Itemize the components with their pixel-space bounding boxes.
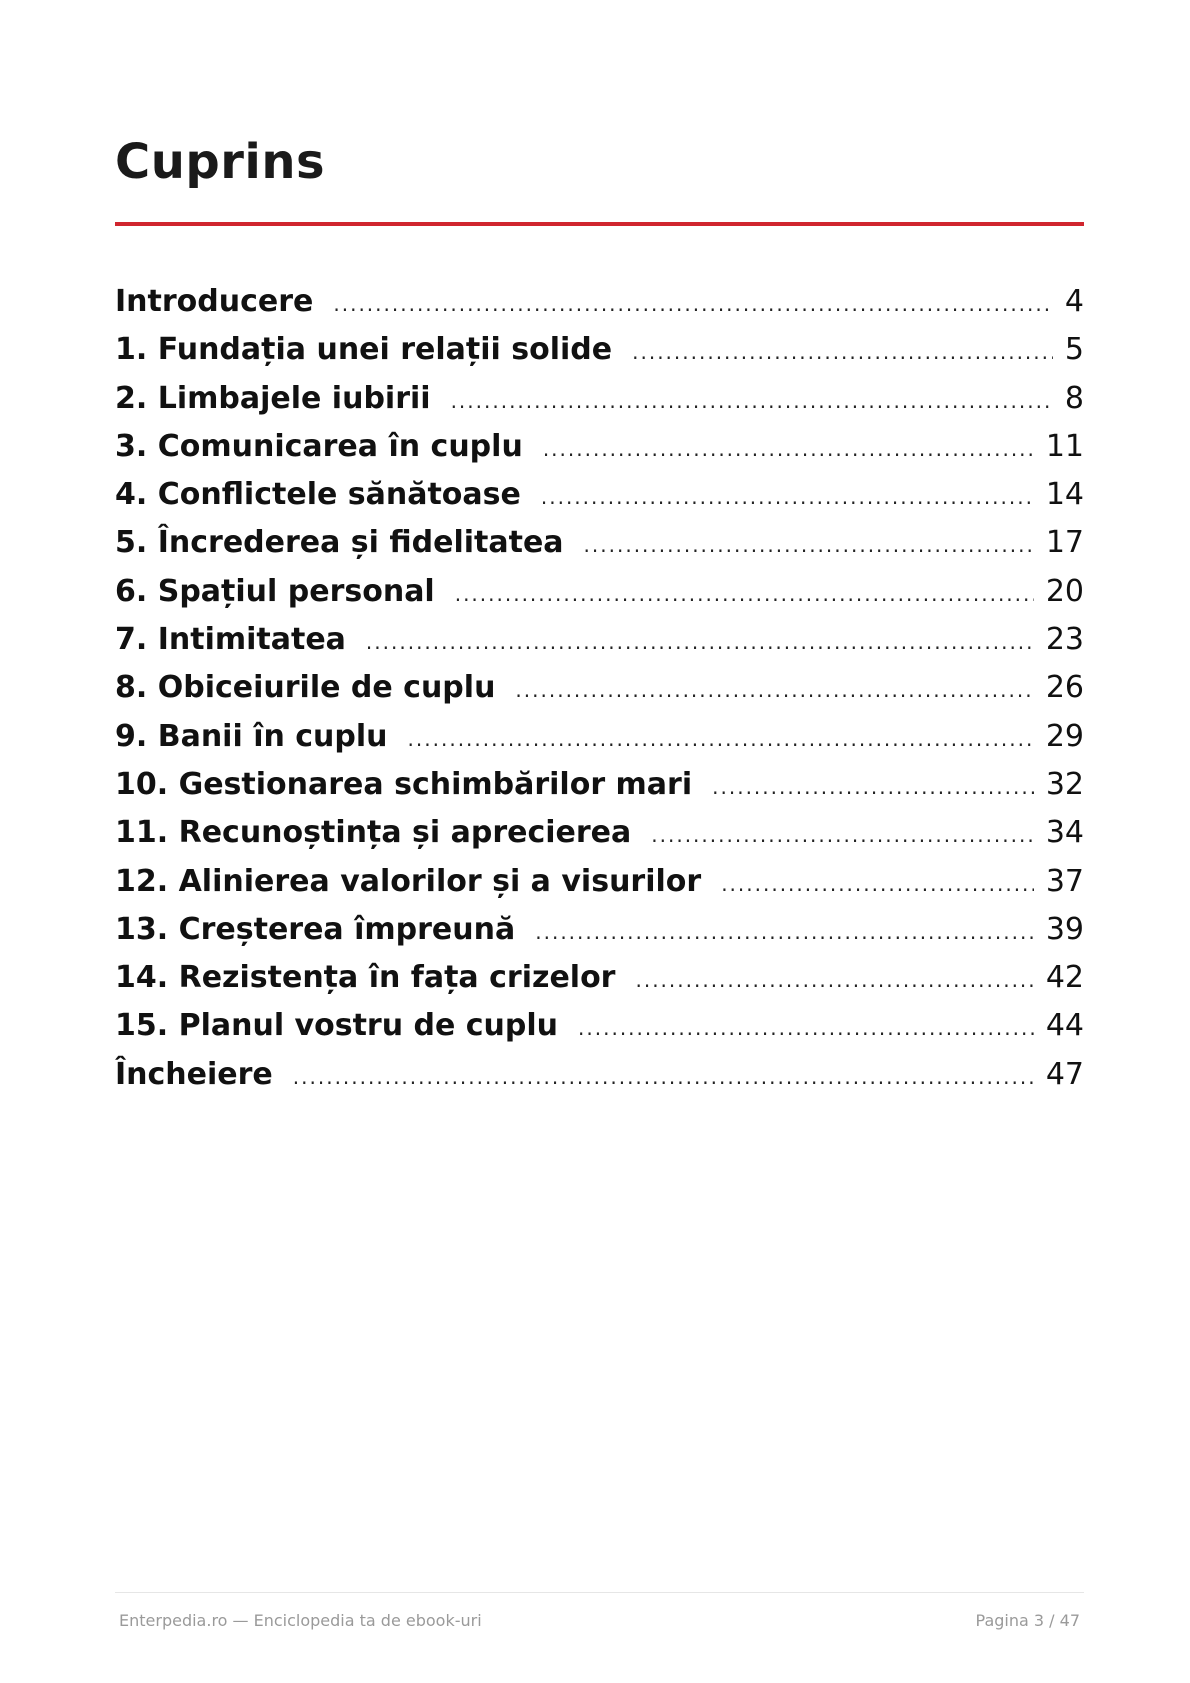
toc-entry-title: 10. Gestionarea schimbărilor mari: [115, 766, 693, 802]
toc-entry-introducere[interactable]: [115, 278, 1084, 326]
toc-entry-page: 47: [1045, 1056, 1084, 1092]
toc-entry-chapter-10[interactable]: [115, 761, 1084, 809]
toc-entry-title: 12. Alinierea valorilor și a visurilor: [115, 863, 702, 899]
toc-dot-leader: [293, 1053, 1034, 1101]
toc-entry-chapter-2[interactable]: [115, 375, 1084, 423]
toc-entry-page: 17: [1045, 525, 1084, 561]
toc-dot-leader: [584, 521, 1034, 569]
toc-entry-title: 9. Banii în cuplu: [115, 718, 388, 754]
toc-entry-chapter-13[interactable]: [115, 906, 1084, 954]
toc-entry-chapter-1[interactable]: [115, 326, 1084, 374]
toc-entry-chapter-9[interactable]: [115, 713, 1084, 761]
toc-dot-leader: [651, 811, 1034, 859]
toc-entry-page: 20: [1045, 573, 1084, 609]
page-title: Cuprins: [115, 134, 326, 190]
toc-entry-chapter-12[interactable]: [115, 858, 1084, 906]
toc-entry-chapter-4[interactable]: [115, 471, 1084, 519]
toc-entry-page: 14: [1045, 477, 1084, 513]
toc-entry-title: 14. Rezistența în fața crizelor: [115, 960, 616, 996]
toc-entry-page: 32: [1045, 766, 1084, 802]
toc-dot-leader: [455, 570, 1034, 618]
toc-entry-page: 29: [1045, 718, 1084, 754]
toc-dot-leader: [541, 473, 1034, 521]
toc-entry-page: 11: [1045, 428, 1084, 464]
toc-entry-chapter-5[interactable]: [115, 519, 1084, 567]
toc-entry-chapter-14[interactable]: [115, 954, 1084, 1002]
toc-entry-page: 5: [1064, 332, 1084, 368]
footer-page-number: Pagina 3 / 47: [975, 1611, 1080, 1630]
toc-entry-page: 26: [1045, 670, 1084, 706]
title-divider: [115, 222, 1084, 226]
toc-entry-page: 23: [1045, 622, 1084, 658]
toc-dot-leader: [535, 908, 1034, 956]
toc-entry-page: 34: [1045, 815, 1084, 851]
toc-entry-title: 6. Spațiul personal: [115, 573, 435, 609]
toc-dot-leader: [408, 715, 1034, 763]
toc-dot-leader: [712, 763, 1034, 811]
toc-dot-leader: [578, 1004, 1034, 1052]
toc-entry-chapter-7[interactable]: [115, 616, 1084, 664]
toc-entry-title: 15. Planul vostru de cuplu: [115, 1008, 559, 1044]
toc-entry-title: 2. Limbajele iubirii: [115, 380, 431, 416]
toc-entry-incheiere[interactable]: [115, 1051, 1084, 1099]
toc-entry-title: 13. Creșterea împreună: [115, 911, 516, 947]
toc-dot-leader: [721, 860, 1034, 908]
toc-dot-leader: [366, 618, 1034, 666]
toc-entry-chapter-8[interactable]: [115, 664, 1084, 712]
toc-entry-chapter-6[interactable]: [115, 568, 1084, 616]
toc-entry-chapter-15[interactable]: [115, 1002, 1084, 1050]
toc-entry-title: 7. Intimitatea: [115, 622, 346, 658]
toc-entry-page: 8: [1064, 380, 1084, 416]
toc-entry-page: 44: [1045, 1008, 1084, 1044]
toc-entry-title: Încheiere: [115, 1056, 273, 1092]
toc-dot-leader: [515, 666, 1033, 714]
footer-divider: [115, 1592, 1084, 1593]
toc-dot-leader: [543, 425, 1034, 473]
toc-entry-chapter-3[interactable]: [115, 423, 1084, 471]
toc-entry-page: 37: [1045, 863, 1084, 899]
toc-dot-leader: [635, 956, 1033, 1004]
toc-entry-title: 4. Conflictele sănătoase: [115, 477, 521, 513]
toc-entry-title: 8. Obiceiurile de cuplu: [115, 670, 496, 706]
toc-entry-chapter-11[interactable]: [115, 809, 1084, 857]
toc-entry-page: 39: [1045, 911, 1084, 947]
toc-entry-page: 42: [1045, 960, 1084, 996]
toc-entry-page: 4: [1064, 284, 1084, 319]
toc-entry-title: 5. Încrederea și fidelitatea: [115, 525, 564, 561]
toc-dot-leader: [632, 328, 1053, 376]
toc-dot-leader: [333, 280, 1053, 328]
toc-entry-title: 1. Fundația unei relații solide: [115, 332, 613, 368]
toc-dot-leader: [451, 377, 1053, 425]
footer-site-credit: Enterpedia.ro — Enciclopedia ta de ebook-uri: [119, 1611, 482, 1630]
toc-entry-title: Introducere: [115, 284, 314, 319]
toc-entry-title: 3. Comunicarea în cuplu: [115, 428, 523, 464]
table-of-contents: [115, 278, 1084, 1099]
toc-entry-title: 11. Recunoștința și aprecierea: [115, 815, 632, 851]
